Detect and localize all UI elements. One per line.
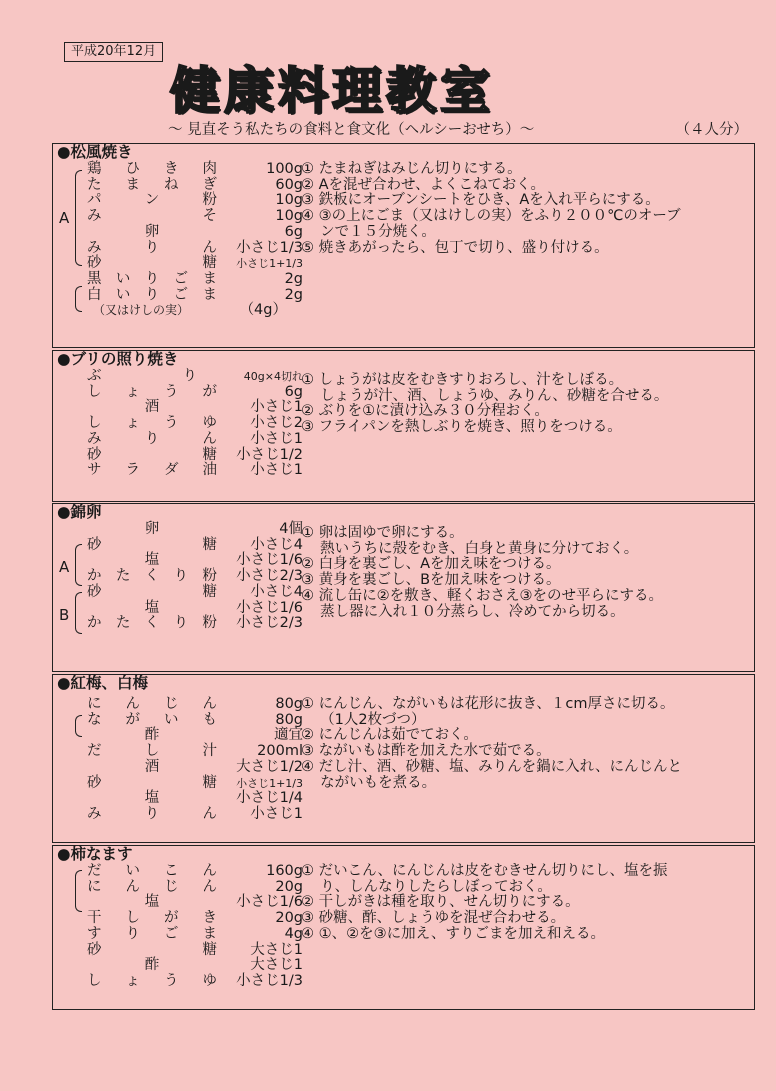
- ingredient-list: [53, 522, 303, 632]
- recipe-kaki-namasu: [52, 845, 755, 1010]
- step-line: ② Aを混ぜ合わせ、よくこねておく。: [301, 176, 545, 193]
- servings-label: （４人分）: [675, 122, 748, 138]
- group-label-a: A: [59, 558, 70, 576]
- step-list: [301, 864, 751, 943]
- ingredient-list: [53, 369, 303, 479]
- ingredient-row: 酒 大さじ1/2: [144, 758, 303, 775]
- recipe-title: ●松風焼き: [57, 143, 133, 161]
- ingredient-row: サラダ油 小さじ1: [87, 462, 303, 479]
- ingredient-row: みりん 小さじ1/3: [87, 239, 303, 256]
- ingredient-row: しょうゆ 小さじ2: [87, 415, 303, 432]
- ingredient-list: [53, 864, 303, 990]
- ingredient-row: 塩 小さじ1/6: [144, 599, 303, 616]
- group-label-b: B: [59, 606, 70, 624]
- ingredient-row: 砂糖 大さじ1: [87, 941, 303, 958]
- ingredient-row: 塩 小さじ1/6: [144, 894, 303, 911]
- page-title: 健康料理教室: [170, 62, 494, 120]
- ingredient-row: 黒いりごま 2g: [87, 270, 303, 287]
- ingredient-row: 砂糖 小さじ1/2: [87, 446, 303, 463]
- recipe-koubai-hakubai: [52, 674, 755, 843]
- step-line: ながいもを煮る。: [301, 774, 437, 791]
- date-label: 平成20年12月: [64, 42, 163, 62]
- recipe-title: ●紅梅、白梅: [57, 674, 149, 692]
- ingredient-row: みりん 小さじ1: [87, 805, 303, 822]
- page-subtitle: ～ 見直そう私たちの食料と食文化（ヘルシーおせち）～: [168, 122, 535, 138]
- ingredient-row: パン粉 10g: [87, 192, 303, 209]
- ingredient-row: たまねぎ 60g: [87, 176, 303, 193]
- ingredient-row: にんじん 20g: [87, 878, 303, 895]
- ingredient-list: [53, 697, 303, 823]
- ingredient-row: みそ 10g: [87, 208, 303, 225]
- ingredient-row: すりごま 4g: [87, 925, 303, 942]
- step-line: ① 卵は固ゆで卵にする。: [301, 525, 464, 541]
- ingredient-row: （又はけしの実） （4g）: [93, 302, 287, 319]
- recipe-matsukaze: [52, 143, 755, 348]
- step-line: ② ぶりを①に漬け込み３０分程おく。: [301, 403, 549, 420]
- ingredient-row: かたくり粉 小さじ2/3: [87, 568, 303, 585]
- step-line: ④ だし汁、酒、砂糖、塩、みりんを鍋に入れ、にんじんと: [301, 758, 682, 775]
- ingredient-row: 卵 4個: [144, 521, 303, 537]
- ingredient-row: 鶏ひき肉 100g: [87, 161, 303, 177]
- recipe-buri-teriyaki: [52, 350, 755, 502]
- recipe-title: ●錦卵: [57, 503, 102, 521]
- ingredient-row: 白いりごま 2g: [87, 286, 303, 303]
- step-line: ④ ③の上にごま（又はけしの実）をふり２００℃のオーブ: [301, 208, 681, 225]
- step-line: 蒸し器に入れ１０分蒸らし、冷めてから切る。: [301, 603, 625, 620]
- step-line: ③ 黄身を裏ごし、Bを加え味をつける。: [301, 572, 561, 589]
- step-list: [301, 526, 751, 620]
- ingredient-row: 砂糖 小さじ4: [87, 536, 303, 553]
- ingredient-row: 酢 適宜: [144, 727, 303, 744]
- ingredient-row: 干しがき 20g: [87, 910, 303, 927]
- step-line: ③ ながいもは酢を加えた水で茹でる。: [301, 743, 551, 760]
- step-line: ① しょうがは皮をむきすりおろし、汁をしぼる。: [301, 372, 624, 388]
- step-line: しょうが汁、酒、しょうゆ、みりん、砂糖を合せる。: [301, 387, 669, 404]
- step-line: ① にんじん、ながいもは花形に抜き、１cm厚さに切る。: [301, 696, 675, 712]
- ingredient-row: だいこん 160g: [87, 863, 303, 879]
- step-line: ③ 砂糖、酢、しょうゆを混ぜ合わせる。: [301, 910, 566, 927]
- step-line: ンで１５分焼く。: [301, 223, 436, 240]
- ingredient-row: ながいも 80g: [87, 711, 303, 728]
- step-list: [301, 373, 751, 436]
- recipe-title: ●柿なます: [57, 845, 133, 863]
- group-label-a: A: [59, 209, 70, 227]
- step-line: ② 白身を裏ごし、Aを加え味をつける。: [301, 556, 561, 573]
- ingredient-row: だし汁 200ml: [87, 743, 303, 760]
- ingredient-row: にんじん 80g: [87, 696, 303, 712]
- step-line: ① たまねぎはみじん切りにする。: [301, 161, 522, 177]
- ingredient-row: かたくり粉 小さじ2/3: [87, 615, 303, 632]
- step-list: [301, 697, 751, 791]
- ingredient-row: しょうが 6g: [87, 383, 303, 400]
- step-line: ④ ①、②を③に加え、すりごまを加え和える。: [301, 925, 605, 942]
- recipe-nishiki-tamago: [52, 503, 755, 672]
- ingredient-row: 酒 小さじ1: [144, 399, 303, 416]
- ingredient-row: ぶり 40g×4切れ: [87, 368, 303, 384]
- ingredient-row: しょうゆ 小さじ1/3: [87, 972, 303, 989]
- step-line: ④ 流し缶に②を敷き、軽くおさえ③をのせ平らにする。: [301, 587, 664, 604]
- ingredient-row: 塩 小さじ1/6: [144, 552, 303, 569]
- step-line: ② にんじんは茹でておく。: [301, 727, 478, 744]
- step-line: （1人2枚づつ）: [301, 711, 426, 728]
- ingredient-row: 卵 6g: [144, 223, 303, 240]
- ingredient-row: 砂糖 小さじ4: [87, 583, 303, 600]
- step-line: ③ フライパンを熱しぶりを焼き、照りをつける。: [301, 419, 622, 436]
- step-line: り、しんなりしたらしぼっておく。: [301, 878, 552, 895]
- step-line: ⑤ 焼きあがったら、包丁で切り、盛り付ける。: [301, 239, 609, 256]
- step-list: [301, 162, 751, 256]
- ingredient-row: 塩 小さじ1/4: [144, 790, 303, 807]
- ingredient-row: 砂糖 小さじ1+1/3: [87, 255, 303, 272]
- ingredient-list: [53, 162, 303, 319]
- ingredient-row: 砂糖 小さじ1+1/3: [87, 774, 303, 791]
- step-line: ③ 鉄板にオーブンシートをひき、Aを入れ平らにする。: [301, 192, 660, 209]
- step-line: ① だいこん、にんじんは皮をむきせん切りにし、塩を振: [301, 863, 668, 879]
- ingredient-row: 酢 大さじ1: [144, 957, 303, 974]
- ingredient-row: みりん 小さじ1: [87, 430, 303, 447]
- step-line: 熱いうちに殻をむき、白身と黄身に分けておく。: [301, 540, 639, 557]
- step-line: ② 干しがきは種を取り、せん切りにする。: [301, 894, 580, 911]
- recipe-title: ●ブリの照り焼き: [57, 350, 179, 368]
